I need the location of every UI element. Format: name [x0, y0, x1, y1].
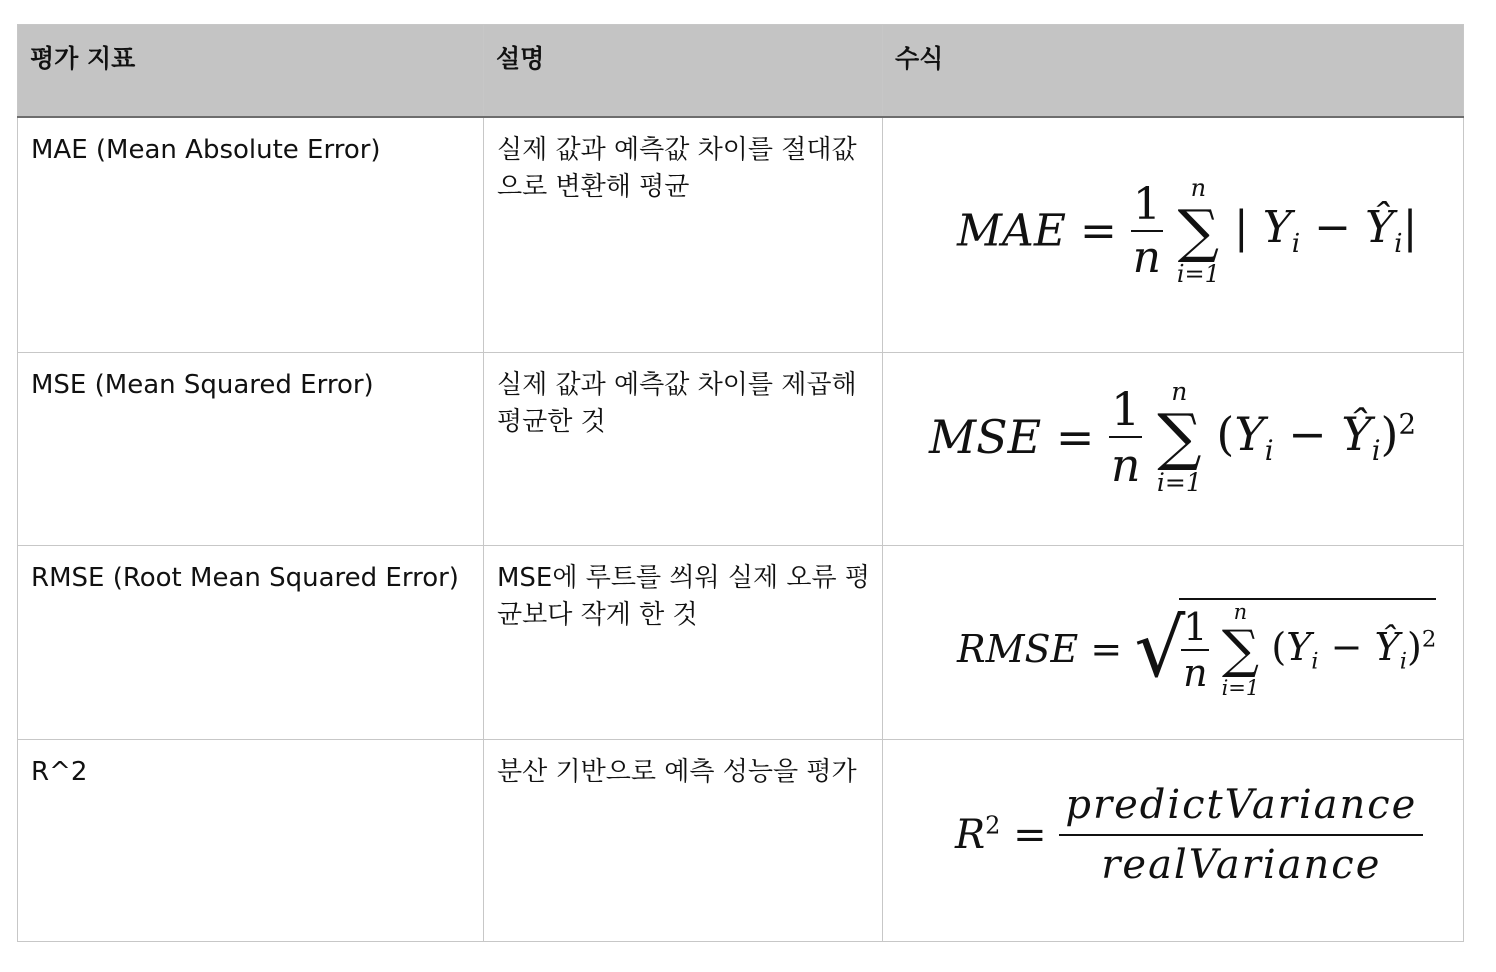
formula-cell: [883, 353, 1464, 546]
radicand: $\frac{1}{n}$ n ∑ i=1 ($Y_i$ − $Ŷ_i)^2$: [1179, 598, 1436, 700]
header-description: 설명: [484, 25, 883, 117]
mse-formula: MSE = $\frac{1}{n}$ n ∑ i=1 ($Y_i$ − $Ŷ_i)^2$: [929, 377, 1417, 497]
rmse-formula: RMSE = √ $\frac{1}{n}$ n ∑ i=1 ($Y_i$ − $Ŷ_i)^2$: [957, 600, 1437, 700]
metric-cell: MSE (Mean Squared Error): [18, 353, 484, 546]
square-root-symbol: √: [1134, 602, 1186, 695]
metric-cell: R^2: [18, 740, 484, 942]
description-cell: 분산 기반으로 예측 성능을 평가: [484, 740, 883, 942]
summation-symbol: n ∑ i=1: [1176, 173, 1220, 288]
r2-formula: $R^2$ = $\frac{\text{predictVariance}}{\text{realVariance}}$: [955, 782, 1423, 888]
header-metric: 평가 지표: [18, 25, 484, 117]
summation-symbol: n ∑ i=1: [1221, 600, 1260, 700]
description-cell: 실제 값과 예측값 차이를 제곱해 평균한 것: [484, 353, 883, 546]
formula-cell: [883, 740, 1464, 942]
table-row: [18, 546, 1464, 740]
description-cell: 실제 값과 예측값 차이를 절대값으로 변환해 평균: [484, 117, 883, 353]
table-row: [18, 117, 1464, 353]
summation-symbol: n ∑ i=1: [1156, 377, 1202, 497]
formula-cell: [883, 117, 1464, 353]
description-cell: MSE에 루트를 씌워 실제 오류 평균보다 작게 한 것: [484, 546, 883, 740]
mae-formula: MAE = $\frac{1}{n}$ n ∑ i=1 | $Y_i$ − $Ŷ_i|$: [957, 173, 1418, 288]
formula-cell: [883, 546, 1464, 740]
metrics-table: [17, 24, 1464, 942]
table-row: [18, 353, 1464, 546]
table-header-row: [18, 25, 1464, 117]
table-row: [18, 740, 1464, 942]
header-formula: 수식: [883, 25, 1464, 117]
metric-cell: MAE (Mean Absolute Error): [18, 117, 484, 353]
metric-cell: RMSE (Root Mean Squared Error): [18, 546, 484, 740]
